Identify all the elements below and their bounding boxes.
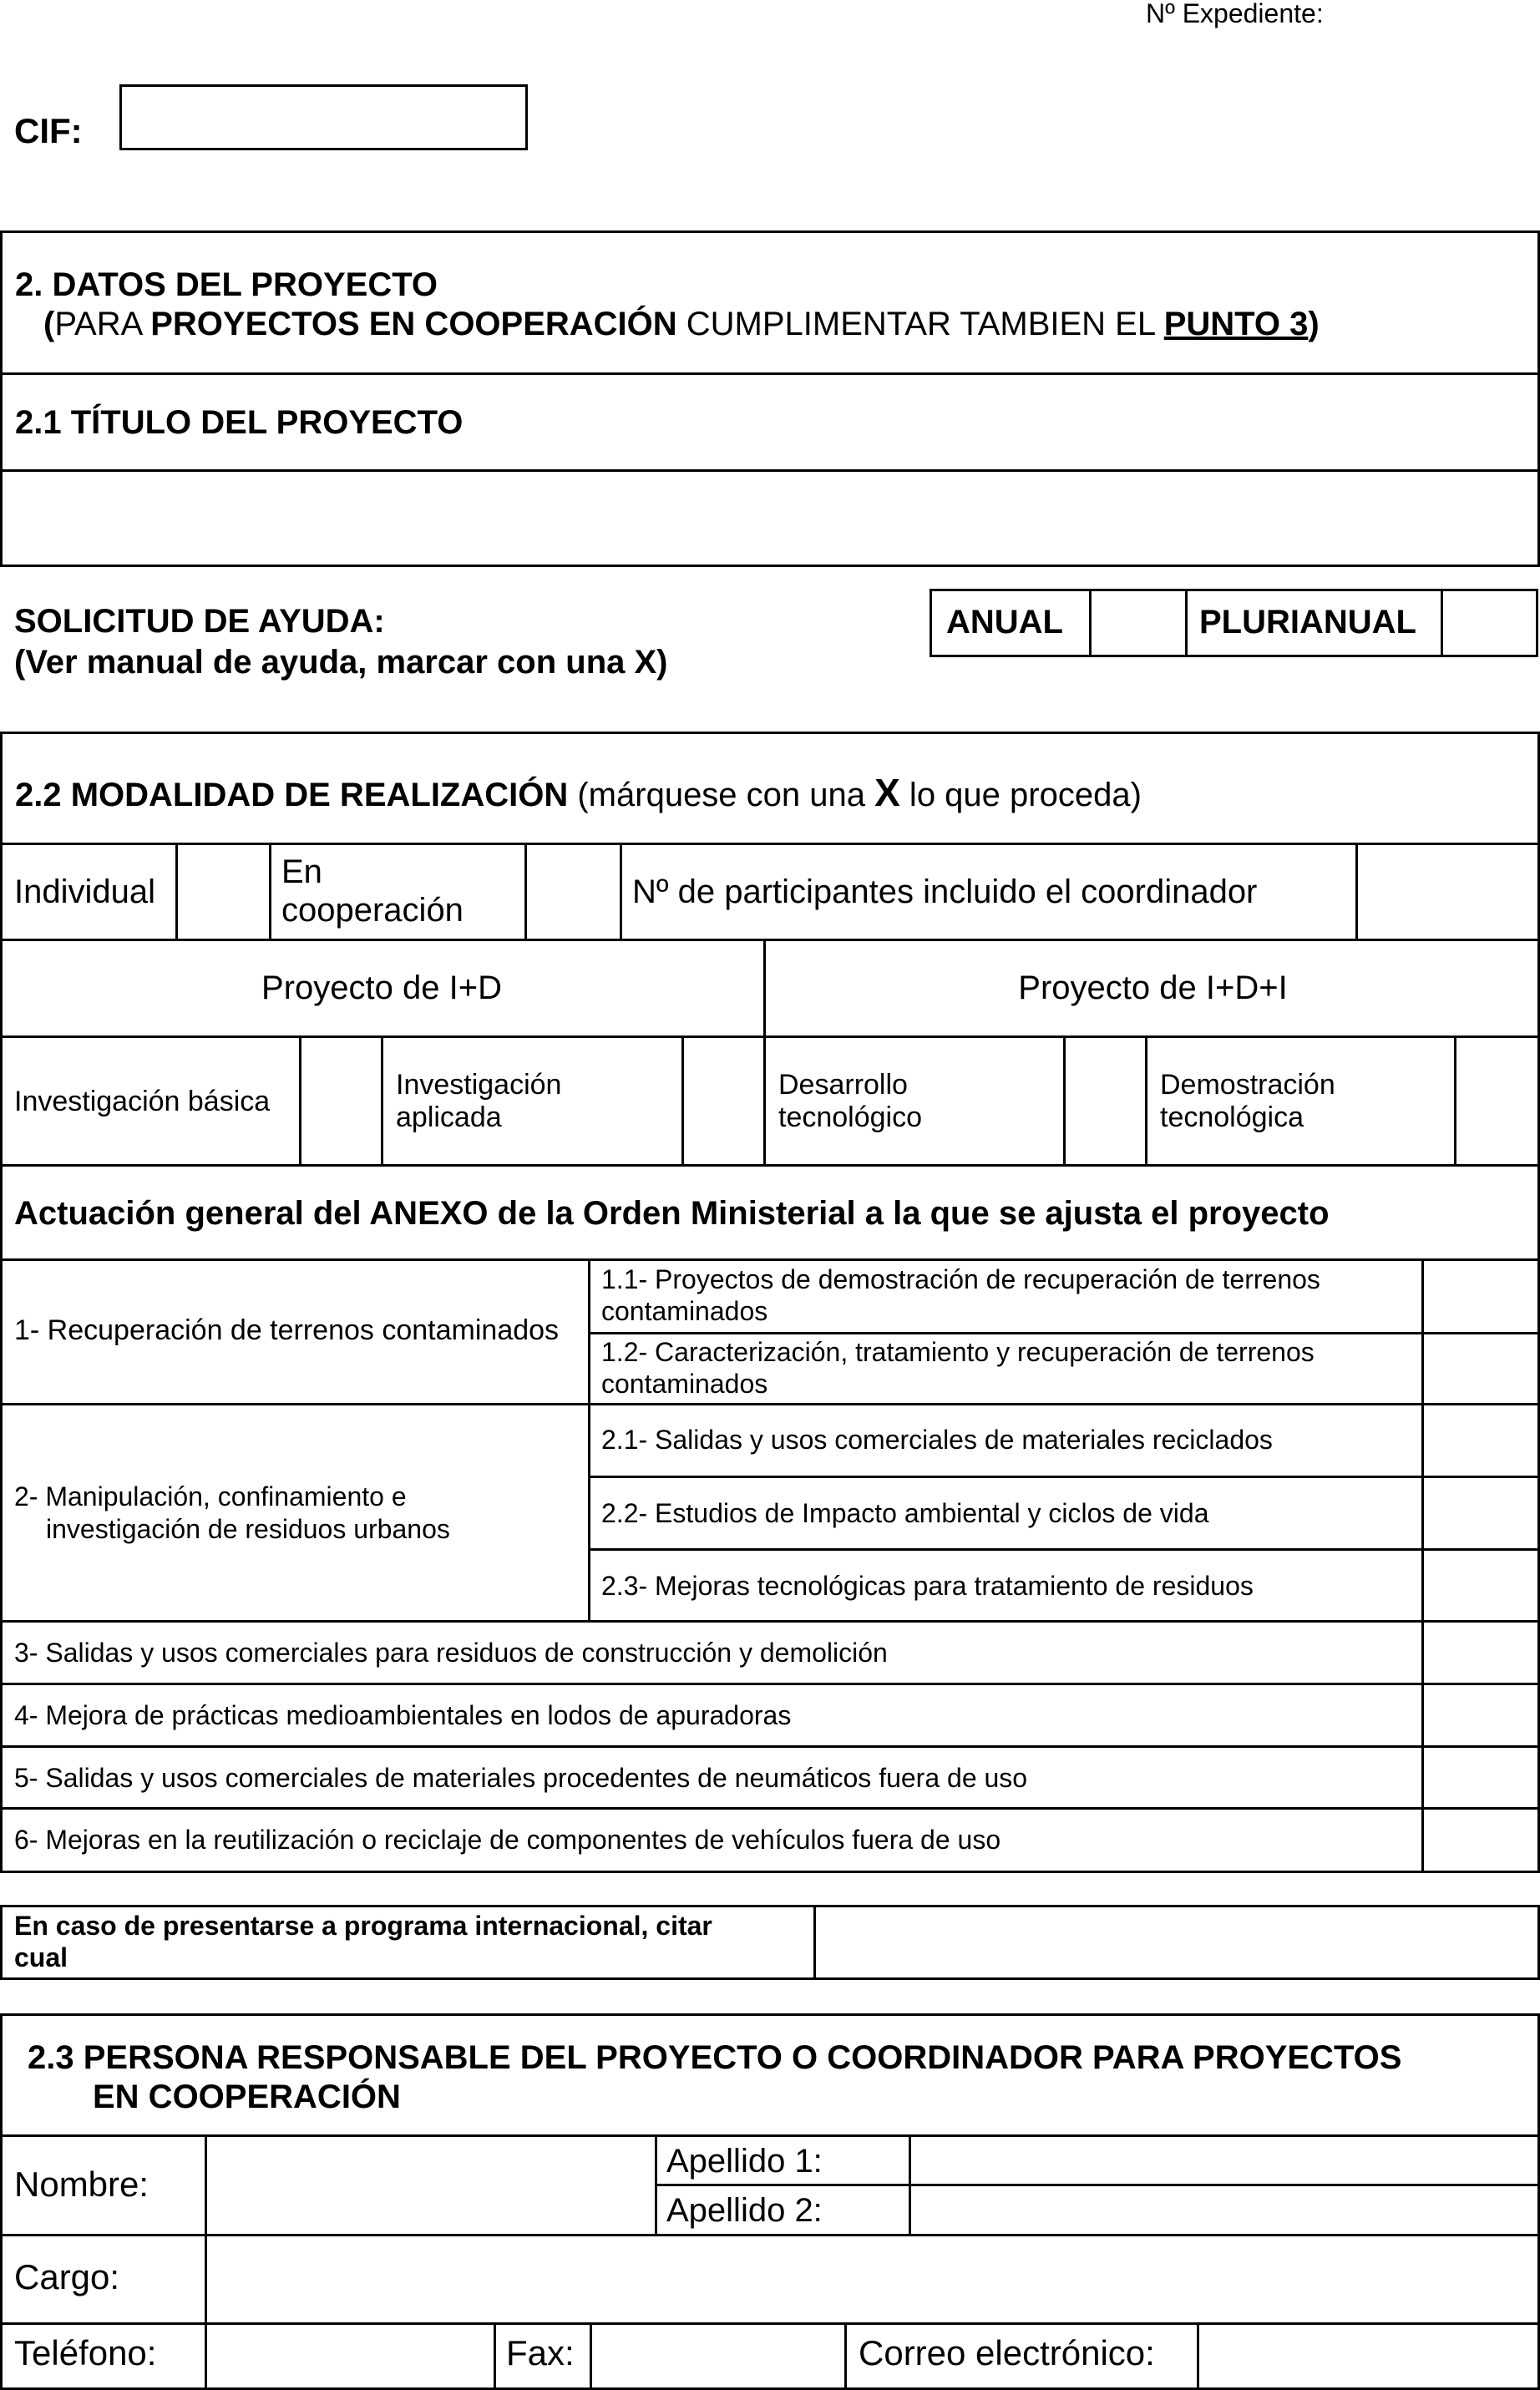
g6-label: 6- Mejoras en la reutilización o reciclaje de componentes de vehículos fuera de uso xyxy=(14,1825,1001,1855)
solicitud-hint: (Ver manual de ayuda, marcar con una X) xyxy=(14,644,668,681)
dem-tec-label: Demostración tecnológica xyxy=(1160,1069,1335,1134)
anual-label: ANUAL xyxy=(946,604,1063,641)
g1-label: 1- Recuperación de terrenos contaminados xyxy=(14,1314,560,1346)
section-2-3-title: 2.3 PERSONA RESPONSABLE DEL PROYECTO O COORDINADOR PARA PROYECTOS xyxy=(28,2039,1402,2076)
participantes-input[interactable] xyxy=(1358,845,1537,939)
nombre-input[interactable] xyxy=(207,2137,655,2234)
cargo-input[interactable] xyxy=(207,2236,1537,2322)
proyecto-idi-label: Proyecto de I+D+I xyxy=(1018,970,1288,1006)
g2-2-label: 2.2- Estudios de Impacto ambiental y ciclos de vida xyxy=(601,1498,1209,1528)
section-2-subtitle: (PARA PROYECTOS EN COOPERACIÓN CUMPLIMENTAR TAMBIEN EL PUNTO 3) xyxy=(43,306,1320,342)
participantes-label: Nº de participantes incluido el coordinador xyxy=(632,873,1258,910)
individual-checkbox[interactable] xyxy=(178,845,269,939)
fax-label: Fax: xyxy=(506,2333,575,2372)
g2-3-checkbox[interactable] xyxy=(1424,1551,1537,1620)
telefono-input[interactable] xyxy=(207,2325,494,2390)
fax-input[interactable] xyxy=(592,2325,844,2390)
g3-checkbox[interactable] xyxy=(1424,1623,1537,1683)
g5-checkbox[interactable] xyxy=(1424,1748,1537,1807)
g2-1-checkbox[interactable] xyxy=(1424,1405,1537,1476)
actuacion-title: Actuación general del ANEXO de la Orden Ministerial a la que se ajusta el proyecto xyxy=(14,1195,1330,1232)
g2-1-label: 2.1- Salidas y usos comerciales de materiales reciclados xyxy=(601,1425,1273,1455)
g5-label: 5- Salidas y usos comerciales de materiales procedentes de neumáticos fuera de uso xyxy=(14,1763,1028,1793)
plurianual-checkbox[interactable] xyxy=(1443,591,1536,655)
section-2-2-title: 2.2 MODALIDAD DE REALIZACIÓN (márquese con una X lo que proceda) xyxy=(15,771,1142,814)
des-tec-label: Desarrollo tecnológico xyxy=(778,1069,923,1134)
anual-checkbox[interactable] xyxy=(1092,591,1185,655)
cif-input[interactable] xyxy=(119,84,528,150)
dem-tec-checkbox[interactable] xyxy=(1456,1038,1537,1164)
g1-1-checkbox[interactable] xyxy=(1424,1261,1537,1332)
proyecto-id-label: Proyecto de I+D xyxy=(261,970,502,1006)
correo-input[interactable] xyxy=(1199,2325,1537,2390)
solicitud-label: SOLICITUD DE AYUDA: xyxy=(14,603,385,640)
inv-basica-checkbox[interactable] xyxy=(301,1038,381,1164)
section-2-1-title: 2.1 TÍTULO DEL PROYECTO xyxy=(15,404,464,441)
cooperacion-label: En cooperación xyxy=(281,853,464,929)
section-2-3-title-cont: EN COOPERACIÓN xyxy=(93,2079,401,2115)
apellido2-input[interactable] xyxy=(911,2186,1537,2234)
apellido1-input[interactable] xyxy=(911,2137,1537,2184)
inv-aplicada-label: Investigación aplicada xyxy=(396,1069,562,1134)
apellido2-label: Apellido 2: xyxy=(666,2192,823,2229)
g6-checkbox[interactable] xyxy=(1424,1810,1537,1871)
g2-label: 2- Manipulación, confinamiento e investigación de residuos urbanos xyxy=(14,1481,450,1545)
apellido1-label: Apellido 1: xyxy=(666,2143,823,2180)
project-title-field[interactable] xyxy=(3,472,1537,565)
g2-3-label: 2.3- Mejoras tecnológicas para tratamiento de residuos xyxy=(601,1571,1254,1601)
g4-label: 4- Mejora de prácticas medioambientales en lodos de apuradoras xyxy=(14,1700,792,1730)
individual-label: Individual xyxy=(14,873,156,910)
plurianual-label: PLURIANUAL xyxy=(1199,604,1416,641)
cif-label: CIF: xyxy=(14,111,83,150)
g1-2-label: 1.2- Caracterización, tratamiento y recuperación de terrenos contaminados xyxy=(601,1337,1315,1400)
g1-2-checkbox[interactable] xyxy=(1424,1334,1537,1403)
correo-label: Correo electrónico: xyxy=(859,2333,1155,2372)
g2-2-checkbox[interactable] xyxy=(1424,1478,1537,1548)
g3-label: 3- Salidas y usos comerciales para residuos de construcción y demolición xyxy=(14,1638,888,1668)
inv-aplicada-checkbox[interactable] xyxy=(684,1038,763,1164)
expediente-label: Nº Expediente: xyxy=(1146,0,1324,28)
cargo-label: Cargo: xyxy=(14,2257,120,2296)
section-2-title: 2. DATOS DEL PROYECTO xyxy=(15,266,438,303)
g1-1-label: 1.1- Proyectos de demostración de recuperación de terrenos contaminados xyxy=(601,1264,1320,1327)
cooperacion-checkbox[interactable] xyxy=(527,845,620,939)
internacional-input[interactable] xyxy=(816,1907,1537,1977)
internacional-label: En caso de presentarse a programa internacional, citar cual xyxy=(14,1911,712,1973)
inv-basica-label: Investigación básica xyxy=(14,1086,271,1117)
des-tec-checkbox[interactable] xyxy=(1066,1038,1145,1164)
telefono-label: Teléfono: xyxy=(14,2333,157,2372)
g4-checkbox[interactable] xyxy=(1424,1685,1537,1745)
nombre-label: Nombre: xyxy=(14,2165,149,2204)
